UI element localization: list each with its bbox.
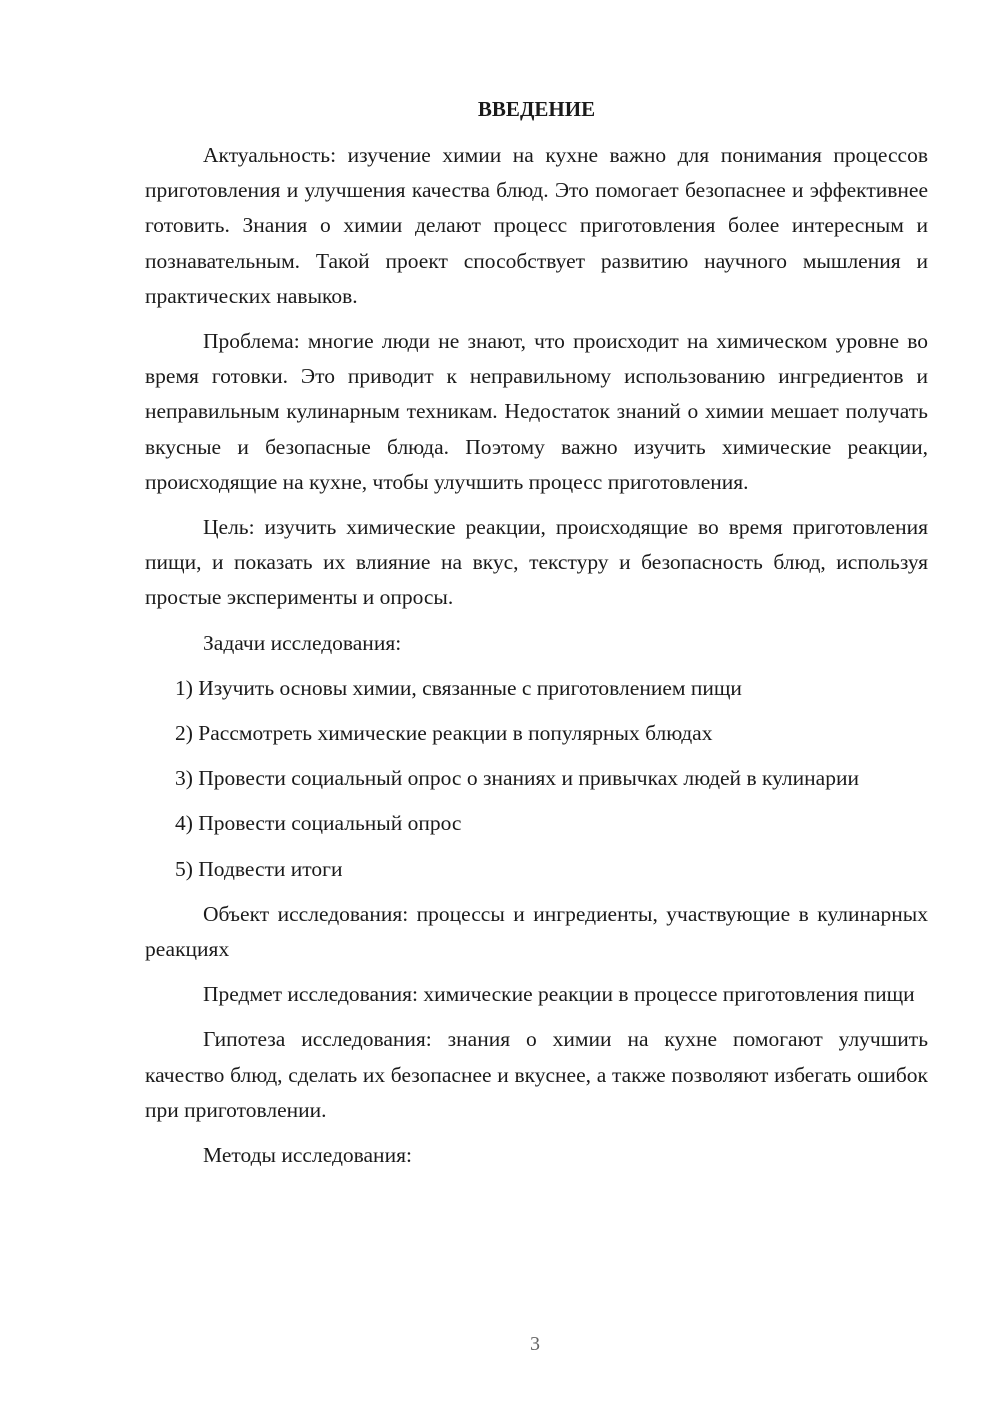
document-page bbox=[145, 92, 928, 1183]
section-title: ВВЕДЕНИЕ bbox=[477, 97, 596, 121]
tasks-heading: Задачи исследования: bbox=[203, 630, 402, 655]
task-item: 2) Рассмотреть химические реакции в популярных блюдах bbox=[175, 721, 713, 746]
task-item: 4) Провести социальный опрос bbox=[175, 811, 462, 836]
problem-paragraph: Проблема: многие люди не знают, что происходит на химическом уровне во время готовки. Это приводит к неправильному использованию ингредиентов и неправильным кулинарным техникам. Недостаток знаний о химии мешает получать вкусные и безопасные блюда. Поэтому важно изучить химические реакции, происходящие на кухне, чтобы улучшить процесс приготовления. bbox=[145, 329, 928, 494]
relevance-paragraph: Актуальность: изучение химии на кухне важно для понимания процессов приготовления и улучшения качества блюд. Это помогает безопаснее и эффективнее готовить. Знания о химии делают процесс приготовления более интересным и познавательным. Такой проект способствует развитию научного мышления и практических навыков. bbox=[145, 143, 928, 308]
task-item: 1) Изучить основы химии, связанные с приготовлением пищи bbox=[175, 675, 742, 700]
task-item: 3) Провести социальный опрос о знаниях и привычках людей в кулинарии bbox=[175, 766, 859, 791]
methods-heading: Методы исследования: bbox=[203, 1143, 412, 1168]
object-paragraph: Объект исследования: процессы и ингредиенты, участвующие в кулинарных реакциях bbox=[145, 901, 928, 962]
goal-paragraph: Цель: изучить химические реакции, происходящие во время приготовления пищи, и показать их влияние на вкус, текстуру и безопасность блюд, используя простые эксперименты и опросы. bbox=[145, 515, 928, 610]
page-number: 3 bbox=[530, 1333, 540, 1355]
task-item: 5) Подвести итоги bbox=[175, 856, 343, 881]
subject-paragraph: Предмет исследования: химические реакции в процессе приготовления пищи bbox=[203, 982, 915, 1007]
hypothesis-paragraph: Гипотеза исследования: знания о химии на кухне помогают улучшить качество блюд, сделать их безопаснее и вкуснее, а также позволяют избегать ошибок при приготовлении. bbox=[145, 1027, 928, 1122]
